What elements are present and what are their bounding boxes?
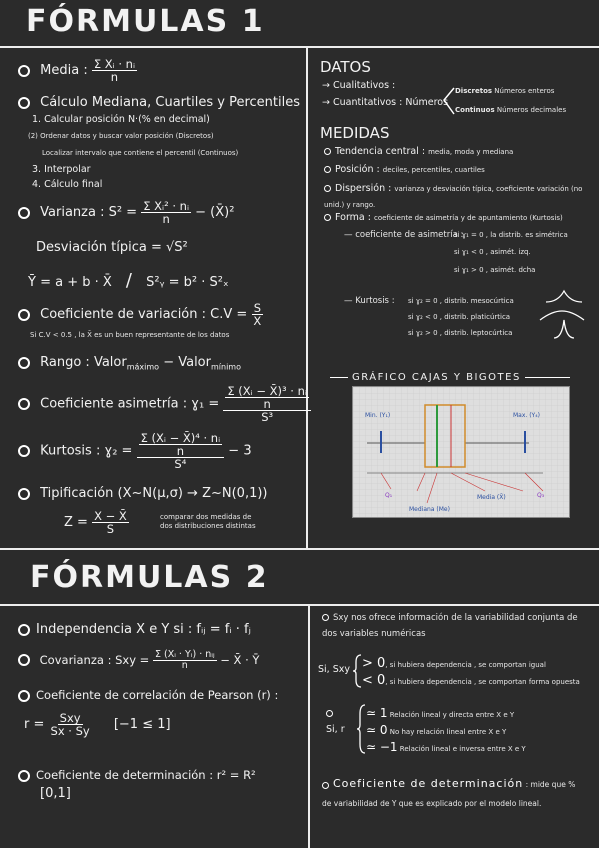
leptocurtica-curve-icon [552, 318, 576, 340]
box-plot-photo [352, 386, 570, 518]
medida-item-forma: Forma : coeficiente de asimetría y de apuntamiento (Kurtosis) [324, 212, 563, 223]
calc-heading: Cálculo Mediana, Cuartiles y Percentiles [18, 95, 300, 110]
section-divider [0, 548, 599, 550]
datos-discretos: Discretos Números enteros [455, 87, 555, 95]
bullet-icon [324, 148, 331, 155]
datos-cualitativos: → Cualitativos : [322, 80, 396, 91]
photo-label-min: Min. (Y₁) [365, 412, 391, 419]
pearson-formula: r = $\frac{\text{Sxy}}{Sx \cdot Sy}$ [−1 ≤ 1] [24, 711, 171, 739]
kurtosis-fraction: $\frac{\frac{\text{Σ (Xᵢ − X̄)⁴ · nᵢ}}{n}}{\text{S⁴}}$ [137, 432, 225, 470]
bullet-icon [18, 770, 30, 782]
bullet-icon [18, 690, 30, 702]
photo-label-mean: Media (X̄) [477, 494, 506, 501]
asimetria-formula: Coeficiente asimetría : ɣ₁ = $\frac{\frac{\text{Σ (Xᵢ − X̄)³ · nᵢ}}{n}}{\text{S³}}$ [18, 385, 311, 423]
bullet-icon [322, 614, 329, 621]
medida-item-tendencia: Tendencia central : media, moda y mediana [324, 146, 513, 157]
bullet-icon [324, 185, 331, 192]
media-fraction: $\frac{\text{Σ Xᵢ · nᵢ}}{n}$ [93, 57, 136, 85]
sxy-note: Sxy nos ofrece información de la variabilidad conjunta de dos variables numéricas [322, 613, 578, 640]
kurtosis-line-2: si ɣ₂ < 0 , distrib. platicúrtica [408, 313, 511, 321]
photo-label-median: Mediana (Me) [409, 506, 450, 513]
cv-formula: Coeficiente de variación : C.V = $\frac{S}{X̄}$ [18, 302, 263, 327]
photo-label-max: Max. (Y₄) [513, 412, 540, 419]
desviacion-tipica: Desviación típica = √S² [36, 240, 188, 255]
rango-formula: Rango : Valor$_{máximo}$ − Valor$_{mínimo}$ [18, 355, 241, 372]
medida-item-dispersion: Dispersión : varianza y desviación típica, coeficiente variación (no unid.) y rango. [324, 183, 583, 210]
brace-icon [352, 654, 362, 688]
bullet-icon [18, 207, 30, 219]
tipificacion-heading: Tipificación (X~N(μ,σ) → Z~N(0,1)) [18, 486, 268, 501]
cv-fraction: $\frac{S}{X̄}$ [253, 301, 262, 329]
tipificacion-note: comparar dos medidas de dos distribuciones distintas [160, 513, 256, 530]
media-formula: Media : $\frac{\text{Σ Xᵢ · nᵢ}}{n}$ [18, 58, 137, 83]
divider-bottom [308, 604, 310, 848]
bullet-icon [324, 214, 331, 221]
bullet-icon [18, 654, 30, 666]
calc-step-4: 4. Cálculo final [32, 179, 103, 190]
medida-item-posicion: Posición : deciles, percentiles, cuartiles [324, 164, 485, 175]
bullet-icon [18, 488, 30, 500]
asimetria-title: — coeficiente de asimetría : [344, 230, 464, 240]
independencia-formula: Independencia X e Y si : fᵢⱼ = fᵢ · fⱼ [18, 622, 251, 637]
sxy-line-2: < 0, si hubiera dependencia , se comportan forma opuesta [362, 673, 580, 688]
kurtosis-line-3: si ɣ₂ > 0 , distrib. leptocúrtica [408, 329, 513, 337]
pearson-fraction: $\frac{\text{Sxy}}{Sx \cdot Sy}$ [50, 711, 90, 739]
page-title-1: FÓRMULAS 1 [26, 4, 265, 39]
tipificacion-formula: Z = $\frac{X - X̄}{S}$ [64, 509, 127, 537]
determinacion-range: [0,1] [40, 786, 71, 801]
determinacion-formula: Coeficiente de determinación : r² = R² [18, 768, 256, 782]
calc-step-3: 3. Interpolar [32, 164, 91, 175]
title1-underline [0, 46, 599, 48]
cv-note: Si C.V < 0.5 , la X̄ es un buen representante de los datos [30, 331, 230, 339]
covarianza-formula: Covarianza : Sxy = $\frac{\text{Σ (Xᵢ · Yᵢ) · nᵢⱼ}}{n}$ − X̄ · Ȳ [18, 650, 259, 671]
asimetria-line-2: si ɣ₁ < 0 , asimét. izq. [454, 248, 531, 256]
r-line-1: ≃ 1 Relación lineal y directa entre X e Y [366, 706, 515, 720]
sxy-prefix: Si, Sxy [318, 664, 350, 675]
mesocurtica-curve-icon [544, 288, 584, 304]
bullet-icon [326, 710, 333, 717]
determinacion-note: Coeficiente de determinación : mide que % de variabilidad de Y que es explicado por el modelo lineal. [322, 777, 576, 809]
kurtosis-title: — Kurtosis : [344, 296, 395, 306]
calc-step-1: 1. Calcular posición N·(% en decimal) [32, 114, 210, 125]
box-plot-image [353, 387, 569, 517]
asimetria-line-3: si ɣ₁ > 0 , asimét. dcha [454, 266, 536, 274]
covarianza-fraction: $\frac{\text{Σ (Xᵢ · Yᵢ) · nᵢⱼ}}{n}$ [154, 649, 215, 671]
brace-icon [436, 86, 456, 116]
photo-label-q3: Q₃ [537, 492, 545, 499]
bullet-icon [322, 782, 329, 789]
box-plot-title: GRÁFICO CAJAS Y BIGOTES [330, 372, 570, 383]
calc-step-2b: Localizar intervalo que contiene el percentil (Continuos) [42, 149, 239, 157]
linear-transform: Ȳ = a + b · X̄ / S²ᵧ = b² · S²ₓ [28, 270, 229, 291]
kurtosis-line-1: si ɣ₂ = 0 , distrib. mesocúrtica [408, 297, 514, 305]
pearson-heading: Coeficiente de correlación de Pearson (r) : [18, 688, 278, 702]
bullet-icon [18, 65, 30, 77]
datos-title: DATOS [320, 58, 371, 76]
asimetria-line-1: si ɣ₁ = 0 , la distrib. es simétrica [454, 231, 568, 239]
bullet-icon [18, 97, 30, 109]
bullet-icon [18, 624, 30, 636]
varianza-fraction: $\frac{\text{Σ Xᵢ² · nᵢ}}{n}$ [143, 199, 189, 227]
r-line-3: ≃ −1 Relación lineal e inversa entre X e Y [366, 740, 526, 754]
bullet-icon [324, 166, 331, 173]
bullet-icon [18, 398, 30, 410]
kurtosis-formula: Kurtosis : ɣ₂ = $\frac{\frac{\text{Σ (Xᵢ − X̄)⁴ · nᵢ}}{n}}{\text{S⁴}}$ − 3 [18, 432, 252, 470]
brace-icon [356, 704, 366, 754]
photo-label-q1: Q₁ [385, 492, 393, 499]
divider-top [306, 46, 308, 548]
title2-underline [0, 604, 599, 606]
sxy-line-1: > 0, si hubiera dependencia , se comportan igual [362, 656, 546, 671]
calc-step-2: (2) Ordenar datos y buscar valor posición (Discretos) [28, 132, 214, 140]
datos-cuantitativos: → Cuantitativos : Números [322, 97, 449, 108]
bullet-icon [18, 445, 30, 457]
tipificacion-fraction: $\frac{X - X̄}{S}$ [94, 509, 127, 537]
medidas-title: MEDIDAS [320, 124, 390, 142]
bullet-icon [18, 309, 30, 321]
page-title-2: FÓRMULAS 2 [30, 560, 269, 595]
varianza-formula: Varianza : S² = $\frac{\text{Σ Xᵢ² · nᵢ}}{n}$ − (X̄)² [18, 200, 234, 225]
datos-continuos: Continuos Números decimales [455, 106, 567, 114]
asimetria-fraction: $\frac{\frac{\text{Σ (Xᵢ − X̄)³ · nᵢ}}{n}}{\text{S³}}$ [223, 385, 311, 423]
bullet-icon [18, 357, 30, 369]
r-line-2: ≃ 0 No hay relación lineal entre X e Y [366, 723, 507, 737]
r-prefix: Si, r [326, 724, 345, 735]
